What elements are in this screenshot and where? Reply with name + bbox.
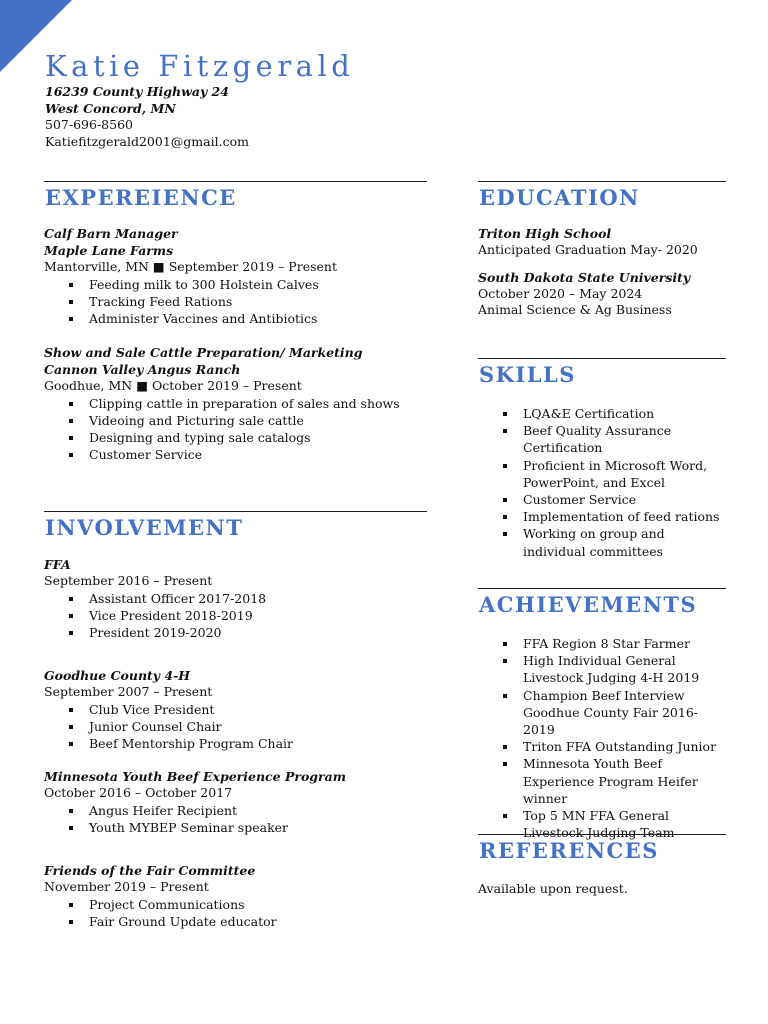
job-duties: [44, 276, 427, 328]
list-item: President 2019-2020: [44, 624, 427, 641]
phone-number: 507-696-8560: [45, 117, 133, 132]
experience-section: [44, 181, 427, 463]
skills-heading: SKILLS: [479, 362, 576, 387]
organization: Minnesota Youth Beef Experience Program: [44, 769, 346, 785]
list-item: Administer Vaccines and Antibiotics: [44, 310, 427, 327]
list-item: Proficient in Microsoft Word, PowerPoint, and Excel: [478, 457, 726, 491]
list-item: Feeding milk to 300 Holstein Calves: [44, 276, 427, 293]
organization-dates: October 2016 – October 2017: [44, 785, 233, 801]
involvement-entry: [44, 556, 427, 641]
list-item: Top 5 MN FFA General Livestock Judging Team: [478, 807, 726, 841]
involvement-entry: [44, 667, 427, 752]
list-item: Beef Quality Assurance Certification: [478, 422, 726, 456]
list-item: Youth MYBEP Seminar speaker: [44, 819, 427, 836]
list-item: Assistant Officer 2017-2018: [44, 590, 427, 607]
list-item: Customer Service: [478, 491, 726, 508]
experience-heading: EXPEREIENCE: [45, 185, 237, 210]
list-item: Customer Service: [44, 446, 427, 463]
list-item: Vice President 2018-2019: [44, 607, 427, 624]
involvement-section: [44, 511, 427, 930]
resume-header: [45, 48, 354, 150]
list-item: Project Communications: [44, 896, 427, 913]
list-item: Angus Heifer Recipient: [44, 802, 427, 819]
left-column: [44, 181, 427, 929]
involvement-entry: [44, 862, 427, 930]
right-column: [478, 181, 726, 896]
job-duties: [44, 395, 427, 464]
list-item: Champion Beef Interview Goodhue County Fair 2016-2019: [478, 687, 726, 739]
skills-list: [478, 405, 726, 560]
involvement-heading: INVOLVEMENT: [45, 515, 244, 540]
job-meta: Mantorville, MN ■ September 2019 – Present: [44, 259, 337, 274]
education-detail: Anticipated Graduation May- 2020: [478, 242, 698, 257]
list-item: LQA&E Certification: [478, 405, 726, 422]
list-item: Videoing and Picturing sale cattle: [44, 412, 427, 429]
references-section: [478, 834, 726, 898]
email-address: Katiefitzgerald2001@gmail.com: [45, 133, 249, 149]
roles-list: [44, 590, 427, 642]
involvement-entry: [44, 768, 427, 836]
experience-entry: [44, 344, 427, 463]
list-item: Beef Mentorship Program Chair: [44, 735, 427, 752]
job-title: Show and Sale Cattle Preparation/ Marketing: [44, 345, 363, 361]
education-detail: Animal Science & Ag Business: [478, 302, 672, 317]
education-heading: EDUCATION: [479, 185, 640, 210]
school-name: Triton High School: [478, 226, 612, 241]
school-name: South Dakota State University: [478, 269, 691, 285]
address-line-2: West Concord, MN: [45, 100, 176, 116]
achievements-section: [478, 588, 726, 841]
roles-list: [44, 896, 427, 930]
list-item: Triton FFA Outstanding Junior: [478, 738, 726, 755]
references-text: Available upon request.: [478, 881, 628, 896]
job-title: Calf Barn Manager: [44, 226, 178, 241]
employer: Maple Lane Farms: [44, 243, 174, 258]
organization-dates: September 2016 – Present: [44, 573, 213, 588]
list-item: Tracking Feed Rations: [44, 293, 427, 310]
list-item: Minnesota Youth Beef Experience Program Heifer winner: [478, 755, 726, 807]
organization: Friends of the Fair Committee: [44, 863, 256, 879]
list-item: Club Vice President: [44, 701, 427, 718]
achievements-list: [478, 635, 726, 841]
list-item: Junior Counsel Chair: [44, 718, 427, 735]
roles-list: [44, 701, 427, 753]
job-meta: Goodhue, MN ■ October 2019 – Present: [44, 378, 302, 394]
organization: Goodhue County 4-H: [44, 668, 191, 684]
list-item: Designing and typing sale catalogs: [44, 429, 427, 446]
organization: FFA: [44, 557, 71, 572]
address-line-1: 16239 County Highway 24: [45, 84, 229, 99]
education-entry: [478, 269, 726, 319]
list-item: Implementation of feed rations: [478, 508, 726, 525]
employer: Cannon Valley Angus Ranch: [44, 362, 241, 378]
education-entry: [478, 225, 726, 259]
achievements-heading: ACHIEVEMENTS: [479, 592, 698, 617]
list-item: Working on group and individual committees: [478, 525, 726, 559]
list-item: Fair Ground Update educator: [44, 913, 427, 930]
skills-section: [478, 358, 726, 560]
list-item: High Individual General Livestock Judging 4-H 2019: [478, 652, 726, 686]
list-item: Clipping cattle in preparation of sales and shows: [44, 395, 427, 412]
candidate-name: Katie Fitzgerald: [45, 49, 355, 83]
education-section: [478, 181, 726, 319]
organization-dates: November 2019 – Present: [44, 879, 209, 895]
organization-dates: September 2007 – Present: [44, 684, 213, 700]
references-heading: REFERENCES: [479, 838, 659, 863]
education-detail: October 2020 – May 2024: [478, 285, 643, 301]
list-item: FFA Region 8 Star Farmer: [478, 635, 726, 652]
experience-entry: [44, 225, 427, 327]
roles-list: [44, 802, 427, 836]
